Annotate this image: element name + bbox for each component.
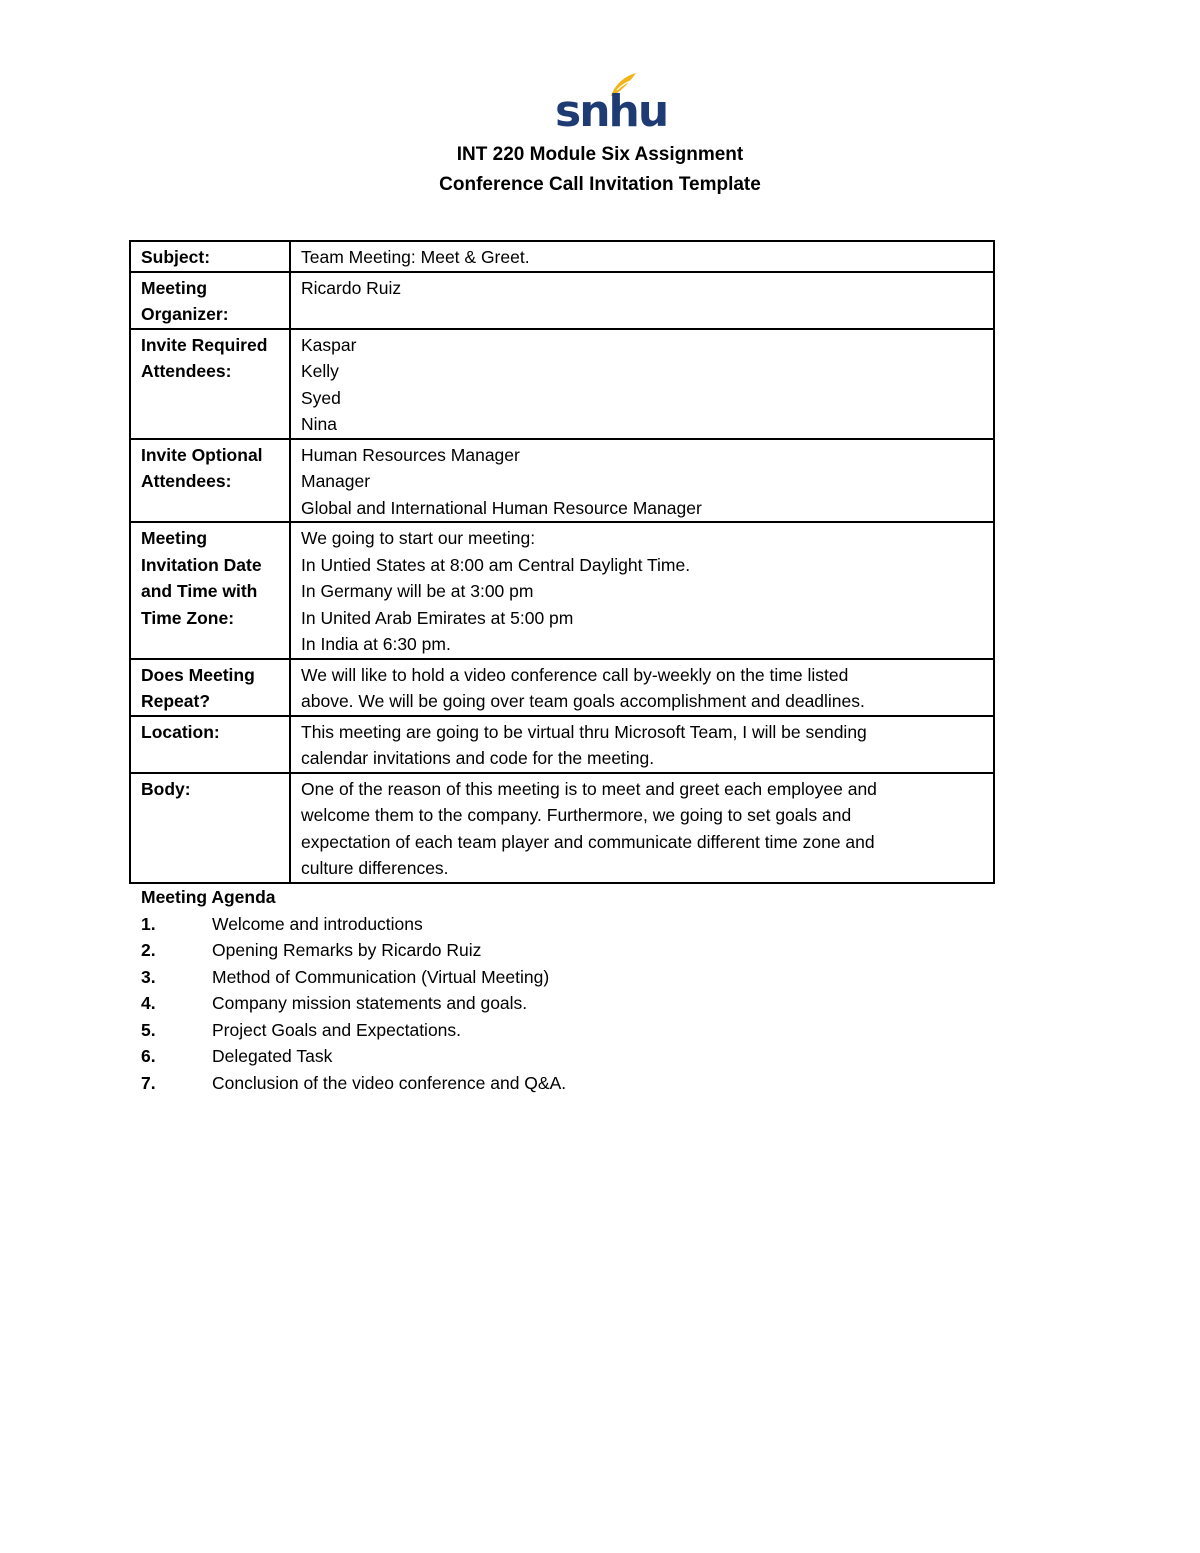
agenda-item (141, 1043, 333, 1070)
agenda-item (141, 911, 423, 938)
agenda-item (141, 937, 482, 964)
agenda-item-text: Project Goals and Expectations. (212, 1019, 462, 1040)
row-label (130, 773, 290, 883)
table-row (130, 241, 994, 272)
row-value-line: Manager (301, 471, 371, 491)
row-label (130, 659, 290, 716)
agenda-item-number: 4. (141, 993, 156, 1013)
row-value-line: expectation of each team player and communicate different time zone and (301, 831, 875, 852)
row-value-line: We will like to hold a video conference call by-weekly on the time listed (301, 664, 849, 685)
agenda-item-number: 1. (141, 913, 156, 934)
row-value-line: This meeting are going to be virtual thru Microsoft Team, I will be sending (301, 721, 867, 742)
row-label-line: Meeting (141, 528, 208, 548)
row-label-line: Invite Optional (141, 444, 263, 465)
agenda-item-text: Conclusion of the video conference and Q&A. (212, 1072, 567, 1093)
snhu-logo (555, 72, 668, 137)
row-label-line: and Time with (141, 581, 258, 601)
table-row (130, 522, 994, 659)
row-label (130, 716, 290, 773)
document-subtitle: Conference Call Invitation Template (439, 174, 761, 195)
agenda-item-number: 6. (141, 1046, 156, 1066)
row-label-line: Attendees: (141, 471, 232, 491)
row-label (130, 329, 290, 439)
row-value-line: culture differences. (301, 858, 449, 878)
row-value (290, 272, 994, 329)
row-value-line: calendar invitations and code for the meeting. (301, 748, 655, 768)
row-value-line: In United Arab Emirates at 5:00 pm (301, 607, 574, 628)
row-value (290, 522, 994, 659)
row-value (290, 716, 994, 773)
row-value-line: Kaspar (301, 334, 357, 355)
agenda-item-text: Method of Communication (Virtual Meeting) (212, 966, 550, 987)
agenda-item-text: Company mission statements and goals. (212, 993, 528, 1013)
row-label-line: Location: (141, 721, 220, 742)
row-label (130, 522, 290, 659)
row-value-line: Nina (301, 414, 337, 434)
agenda-item (141, 964, 550, 991)
row-label-line: Meeting (141, 277, 208, 298)
row-value (290, 241, 994, 272)
table-row (130, 659, 994, 716)
table-row (130, 716, 994, 773)
row-value-line: In Germany will be at 3:00 pm (301, 581, 534, 601)
row-value-line: Ricardo Ruiz (301, 277, 402, 298)
agenda-item-number: 7. (141, 1072, 156, 1093)
agenda-item-number: 2. (141, 940, 156, 960)
document-title: INT 220 Module Six Assignment (456, 144, 744, 165)
agenda-item-text: Delegated Task (212, 1046, 333, 1066)
agenda-title: Meeting Agenda (141, 887, 276, 907)
row-label (130, 439, 290, 523)
row-value-line: Global and International Human Resource Manager (301, 497, 702, 518)
agenda-item (141, 1070, 567, 1097)
logo-text: snhu (555, 86, 668, 137)
row-value-line: We going to start our meeting: (301, 528, 536, 548)
row-value-line: In India at 6:30 pm. (301, 634, 451, 654)
row-value-line: Syed (301, 387, 341, 408)
table-row (130, 329, 994, 439)
row-value-line: Human Resources Manager (301, 444, 520, 465)
row-value-line: Kelly (301, 361, 339, 381)
row-value-line: above. We will be going over team goals accomplishment and deadlines. (301, 691, 865, 711)
row-value (290, 329, 994, 439)
row-label-line: Invitation Date (141, 554, 262, 575)
row-value-line: One of the reason of this meeting is to meet and greet each employee and (301, 778, 877, 799)
row-value-line: In Untied States at 8:00 am Central Daylight Time. (301, 554, 691, 575)
agenda-item-text: Welcome and introductions (212, 913, 423, 934)
agenda-list (141, 911, 567, 1097)
row-value (290, 659, 994, 716)
table-row (130, 439, 994, 523)
row-label (130, 241, 290, 272)
row-value (290, 439, 994, 523)
agenda-item-number: 5. (141, 1019, 156, 1040)
row-label-line: Subject: (141, 247, 211, 267)
agenda-item (141, 1017, 462, 1044)
agenda-item (141, 990, 528, 1017)
row-label (130, 272, 290, 329)
row-label-line: Repeat? (141, 691, 211, 711)
row-label-line: Time Zone: (141, 607, 235, 628)
row-value (290, 773, 994, 883)
row-label-line: Does Meeting (141, 664, 255, 685)
table-row (130, 773, 994, 883)
row-value-line: Team Meeting: Meet & Greet. (301, 247, 530, 267)
agenda-item-number: 3. (141, 966, 156, 987)
invitation-table (129, 240, 995, 884)
row-label-line: Attendees: (141, 361, 232, 381)
meeting-agenda (141, 884, 567, 1096)
row-value-line: welcome them to the company. Furthermore, we going to set goals and (301, 805, 852, 825)
row-label-line: Invite Required (141, 334, 268, 355)
row-label-line: Body: (141, 778, 191, 799)
agenda-item-text: Opening Remarks by Ricardo Ruiz (212, 940, 482, 960)
table-row (130, 272, 994, 329)
row-label-line: Organizer: (141, 304, 229, 324)
